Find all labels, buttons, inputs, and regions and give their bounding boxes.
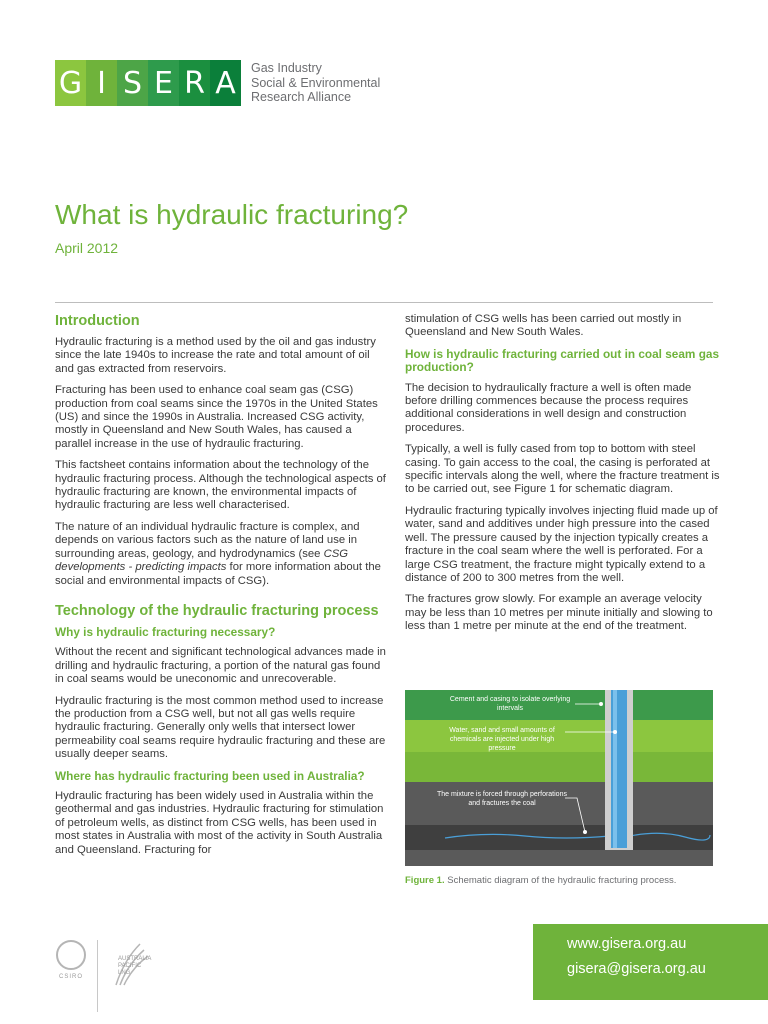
aplng-line: PACIFIC — [118, 963, 142, 969]
tagline-line: Research Alliance — [251, 90, 352, 105]
well-pipe-highlight — [613, 690, 617, 848]
diagram-overlay — [405, 690, 713, 866]
why-paragraph: Without the recent and significant technological advances made in drilling and hydraulic fracturing, a portion of the natural gas found in coal seams would be uneconomic and unrecoverable. — [55, 646, 386, 686]
aplng-line: LNG — [118, 970, 131, 976]
hydraulic-fracturing-diagram — [405, 690, 713, 866]
how-paragraph: Hydraulic fracturing typically involves injecting fluid made up of water, sand and additives under high pressure into the cased well. The pressure caused by the injection typically creates a fracture in the coal seam where the well is perforated. For a large CSG treatment, the fracture might typically extend to a distance of 200 to 300 metres from the well. — [405, 504, 718, 584]
aplng-logo — [110, 940, 170, 1010]
logo-letter: A — [210, 60, 241, 106]
fracture-line-right — [630, 833, 710, 840]
logo-tagline — [251, 61, 380, 105]
text-run: The nature of an individual hydraulic fracture is complex, and depends on various factors such as the nature of land use in surrounding areas, geology, and hydrodynamics (see — [55, 520, 360, 560]
figure-number: Figure 1. — [405, 875, 445, 886]
logo-letter: E — [148, 60, 179, 106]
how-heading: How is hydraulic fracturing carried out in coal seam gas production? — [405, 346, 720, 375]
figure-caption — [405, 875, 676, 886]
intro-heading: Introduction — [55, 313, 140, 329]
leader-dot — [583, 830, 587, 834]
contact-box — [533, 924, 768, 1000]
csiro-emblem-icon — [56, 940, 86, 970]
caption-text: Schematic diagram of the hydraulic fracturing process. — [444, 875, 677, 886]
logo-letter: S — [117, 60, 148, 106]
footer-divider — [97, 940, 98, 1012]
how-paragraph: Typically, a well is fully cased from top to bottom with steel casing. To gain access to the coal, the casing is perforated at specific intervals along the well, where the fracture treatment is to be carried out, see Figure 1 for schematic diagram. — [405, 443, 720, 496]
where-heading: Where has hydraulic fracturing been used in Australia? — [55, 768, 365, 783]
csg-developments-link[interactable]: CSG developments - predicting impacts — [55, 547, 349, 574]
footer-logos — [55, 940, 170, 1015]
text-run: for more information about the social and environmental impacts of CSG). — [55, 561, 381, 587]
leader-dot — [599, 702, 603, 706]
aplng-line: AUSTRALIA — [118, 956, 152, 962]
right-column — [405, 313, 725, 642]
how-paragraph: The fractures grow slowly. For example an average velocity may be less than 10 metres per minute initially and slowing to less than 1 metre per minute at the end of the treatment. — [405, 593, 713, 633]
why-heading: Why is hydraulic fracturing necessary? — [55, 624, 276, 639]
tagline-line: Gas Industry — [251, 61, 322, 76]
tagline-line: Social & Environmental — [251, 75, 381, 90]
divider-rule — [55, 302, 713, 303]
intro-paragraph: Fracturing has been used to enhance coal seam gas (CSG) production from coal seams since the 1970s in the United States (US) and since the 1990s in Australia. Increased CSG activity, mostly in Queensland and New South Wales, has caused a parallel increase in the use of hydraulic fracturing. — [55, 384, 378, 450]
email-link[interactable]: gisera@gisera.org.au — [567, 961, 706, 977]
intro-paragraph: This factsheet contains information about the technology of the hydraulic fracturing process. Although the technological aspects of hydraulic fracturing are known, the environmental impacts of hydraulic fracturing are less well characterised. — [55, 459, 386, 512]
where-paragraph: Hydraulic fracturing has been widely used in Australia within the geothermal and gas industries. Hydraulic fracturing for stimulation of petroleum wells, as distinct from CSG wells, has been used in most states in Australia with most of the activity in South Australia and Queensland. Fracturing for — [55, 789, 384, 856]
gisera-logo — [55, 57, 380, 109]
figure-label-cement: Cement and casing to isolate overlying intervals — [449, 696, 571, 712]
csiro-logo — [55, 940, 87, 990]
figure-label-water: Water, sand and small amounts of chemicals are injected under high pressure — [449, 727, 555, 752]
page-title: What is hydraulic fracturing? — [55, 199, 409, 230]
csiro-wordmark: CSIRO — [58, 974, 83, 980]
leader-line — [565, 798, 585, 832]
logo-letters — [55, 60, 241, 106]
continued-paragraph: stimulation of CSG wells has been carried out mostly in Queensland and New South Wales. — [405, 313, 682, 339]
fracture-line-left — [445, 834, 610, 838]
figure-label-mixture: The mixture is forced through perforations and fractures the coal — [437, 791, 567, 807]
logo-letter: I — [86, 60, 117, 106]
why-paragraph: Hydraulic fracturing is the most common method used to increase the production from a CSG well, but not all gas wells require hydraulic fracturing. Generally only wells that intersect lower permeability coal seams require hydraulic fracturing and these are usually deeper seams. — [55, 694, 386, 761]
intro-paragraph — [55, 521, 390, 588]
logo-letter: R — [179, 60, 210, 106]
website-link[interactable]: www.gisera.org.au — [567, 936, 687, 952]
how-paragraph: The decision to hydraulically fracture a well is often made before drilling commences because the process requires additional considerations in well design and construction procedures. — [405, 381, 692, 434]
logo-letter: G — [55, 60, 86, 106]
publication-date: April 2012 — [55, 240, 119, 256]
aplng-wordmark — [118, 956, 151, 977]
left-column — [55, 312, 390, 865]
leader-dot — [613, 730, 617, 734]
technology-heading: Technology of the hydraulic fracturing process — [55, 602, 379, 619]
intro-paragraph: Hydraulic fracturing is a method used by the oil and gas industry since the late 1940s to increase the rate and total amount of oil and gas extracted from reservoirs. — [55, 336, 376, 375]
